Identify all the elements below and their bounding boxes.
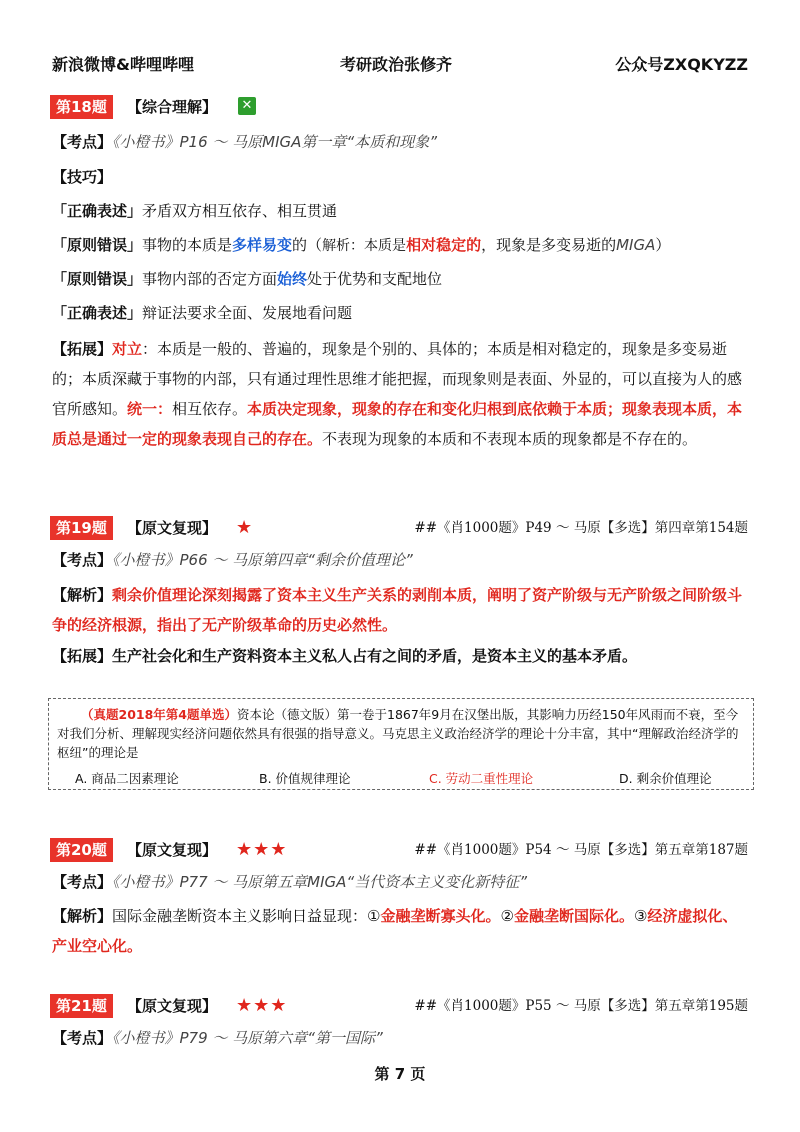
q18-point bbox=[52, 131, 437, 153]
q18-type: 【综合理解】 bbox=[127, 98, 218, 116]
analysis-label: 【解析】 bbox=[52, 907, 113, 925]
analysis-num: ② bbox=[500, 907, 514, 925]
exam-option-c: C. 劳动二重性理论 bbox=[429, 771, 534, 786]
ext-text: 生产社会化和生产资料资本主义私人占有之间的矛盾，是资本主义的基本矛盾。 bbox=[112, 647, 638, 665]
exam-option-d: D. 剩余价值理论 bbox=[619, 771, 712, 786]
q19-analysis bbox=[52, 580, 752, 640]
q19-point-text: 《小橙书》P66 ～ 马原第四章“剩余价值理论” bbox=[112, 551, 413, 569]
item-note: MIGA bbox=[616, 236, 656, 254]
q18-point-label: 【考点】 bbox=[52, 133, 113, 151]
q18-point-text: 《小橙书》P16 ～ 马原MIGA第一章“本质和现象” bbox=[112, 133, 437, 151]
ext-key: 统一： bbox=[127, 400, 173, 418]
q20-stars: ★★★ bbox=[236, 839, 288, 860]
q19-number: 第19题 bbox=[50, 516, 113, 540]
item-label: 「原则错误」 bbox=[52, 236, 143, 254]
q19-stars: ★ bbox=[236, 517, 254, 538]
q20-point-label: 【考点】 bbox=[52, 873, 113, 891]
item-text: 事物内部的否定方面 bbox=[142, 270, 278, 288]
q21-stars: ★★★ bbox=[236, 995, 288, 1016]
q18-skill bbox=[52, 166, 112, 188]
exam-question-text bbox=[57, 705, 747, 762]
q21-point bbox=[52, 1027, 383, 1049]
q20-ref: ##《肖1000题》P54 ～ 马原【多选】第五章第187题 bbox=[414, 842, 748, 858]
q20-number: 第20题 bbox=[50, 838, 113, 862]
q18-item-1 bbox=[52, 200, 337, 222]
analysis-num: ③ bbox=[633, 907, 648, 925]
q21-type: 【原文复现】 bbox=[127, 997, 218, 1015]
ext-label: 【拓展】 bbox=[52, 340, 113, 358]
analysis-point: 经济虚拟化、产业空心化。 bbox=[52, 907, 738, 955]
ext-text: ：本质是一般的、普遍的，现象是个别的、具体的；本质是相对稳定的，现象是多变易逝的；本质深藏于事物的内部，只有通过理性思维才能把握，而现象则是表面、外显的，可以直接为人的感官所感知。 bbox=[52, 340, 743, 418]
header-center: 考研政治张修齐 bbox=[340, 55, 453, 74]
item-text: 的（ bbox=[292, 236, 323, 254]
q19-point bbox=[52, 549, 413, 571]
ext-text: 不表现为现象的本质和不表现本质的现象都是不存在的。 bbox=[322, 430, 698, 448]
exam-question-box bbox=[48, 698, 754, 790]
ext-emphasis: 本质决定现象，现象的存在和变化归根到底依赖于本质；现象表现本质，本质总是通过一定的现象表现自己的存在。 bbox=[52, 400, 743, 448]
q18-number: 第18题 bbox=[50, 95, 113, 119]
exam-option-a: A. 商品二因素理论 bbox=[75, 771, 179, 786]
q18-extension bbox=[52, 334, 752, 454]
item-text: ） bbox=[655, 236, 671, 254]
exam-stem: 资本论（德文版）第一卷于1867年9月在汉堡出版，其影响力历经150年风雨而不衰，至今对我们分析、理解现实经济问题依然具有很强的指导意义。马克思主义政治经济学的理论十分丰富，其中“理解政治经济学的枢纽”的理论是 bbox=[57, 707, 739, 760]
analysis-point: 金融垄断寡头化。 bbox=[380, 907, 501, 925]
ext-label: 【拓展】 bbox=[52, 647, 113, 665]
q21-point-text: 《小橙书》P79 ～ 马原第六章“第一国际” bbox=[112, 1029, 383, 1047]
q20-type: 【原文复现】 bbox=[127, 841, 218, 859]
item-text: 事物的本质是 bbox=[142, 236, 233, 254]
q19-type: 【原文复现】 bbox=[127, 519, 218, 537]
q21-ref: ##《肖1000题》P55 ～ 马原【多选】第五章第195题 bbox=[414, 998, 748, 1014]
exam-source: （真题2018年第4题单选） bbox=[81, 707, 237, 722]
item-text: 辩证法要求全面、发展地看问题 bbox=[142, 304, 353, 322]
q20-analysis bbox=[52, 901, 752, 961]
q18-item-3 bbox=[52, 268, 442, 290]
item-label: 「原则错误」 bbox=[52, 270, 143, 288]
q18-item-4 bbox=[52, 302, 352, 324]
ext-key: 对立 bbox=[112, 340, 143, 358]
q18-skill-label: 【技巧】 bbox=[52, 168, 113, 186]
item-label: 「正确表述」 bbox=[52, 304, 143, 322]
header-left: 新浪微博&哔哩哔哩 bbox=[52, 55, 194, 74]
item-label: 「正确表述」 bbox=[52, 202, 143, 220]
item-note: ，现象是多变易逝的 bbox=[481, 236, 617, 254]
ext-text: 相互依存。 bbox=[172, 400, 248, 418]
exam-option-b: B. 价值规律理论 bbox=[259, 771, 351, 786]
item-emphasis: 多样易变 bbox=[232, 236, 293, 254]
header-right: 公众号ZXQKYZZ bbox=[615, 55, 748, 74]
analysis-num: ① bbox=[367, 907, 381, 925]
q18-item-2 bbox=[52, 234, 670, 257]
item-note: 解析：本质是 bbox=[322, 238, 407, 254]
page-number: 第 7 页 bbox=[374, 1065, 426, 1083]
q19-extension bbox=[52, 645, 637, 667]
wrong-mark-icon: ✕ bbox=[238, 97, 256, 115]
q19-point-label: 【考点】 bbox=[52, 551, 113, 569]
item-emphasis: 始终 bbox=[277, 270, 308, 288]
q19-ref: ##《肖1000题》P49 ～ 马原【多选】第四章第154题 bbox=[414, 520, 748, 536]
q21-number: 第21题 bbox=[50, 994, 113, 1018]
analysis-text: 剩余价值理论深刻揭露了资本主义生产关系的剥削本质，阐明了资产阶级与无产阶级之间阶级斗争的经济根源，指出了无产阶级革命的历史必然性。 bbox=[52, 586, 743, 634]
q20-point-text: 《小橙书》P77 ～ 马原第五章MIGA“当代资本主义变化新特征” bbox=[112, 873, 527, 891]
analysis-text: 国际金融垄断资本主义影响日益显现： bbox=[112, 907, 368, 925]
q21-point-label: 【考点】 bbox=[52, 1029, 113, 1047]
item-emphasis: 相对稳定的 bbox=[406, 236, 482, 254]
item-text: 矛盾双方相互依存、相互贯通 bbox=[142, 202, 338, 220]
analysis-label: 【解析】 bbox=[52, 586, 113, 604]
item-text: 处于优势和支配地位 bbox=[307, 270, 443, 288]
analysis-point: 金融垄断国际化。 bbox=[513, 907, 634, 925]
q20-point bbox=[52, 871, 527, 893]
